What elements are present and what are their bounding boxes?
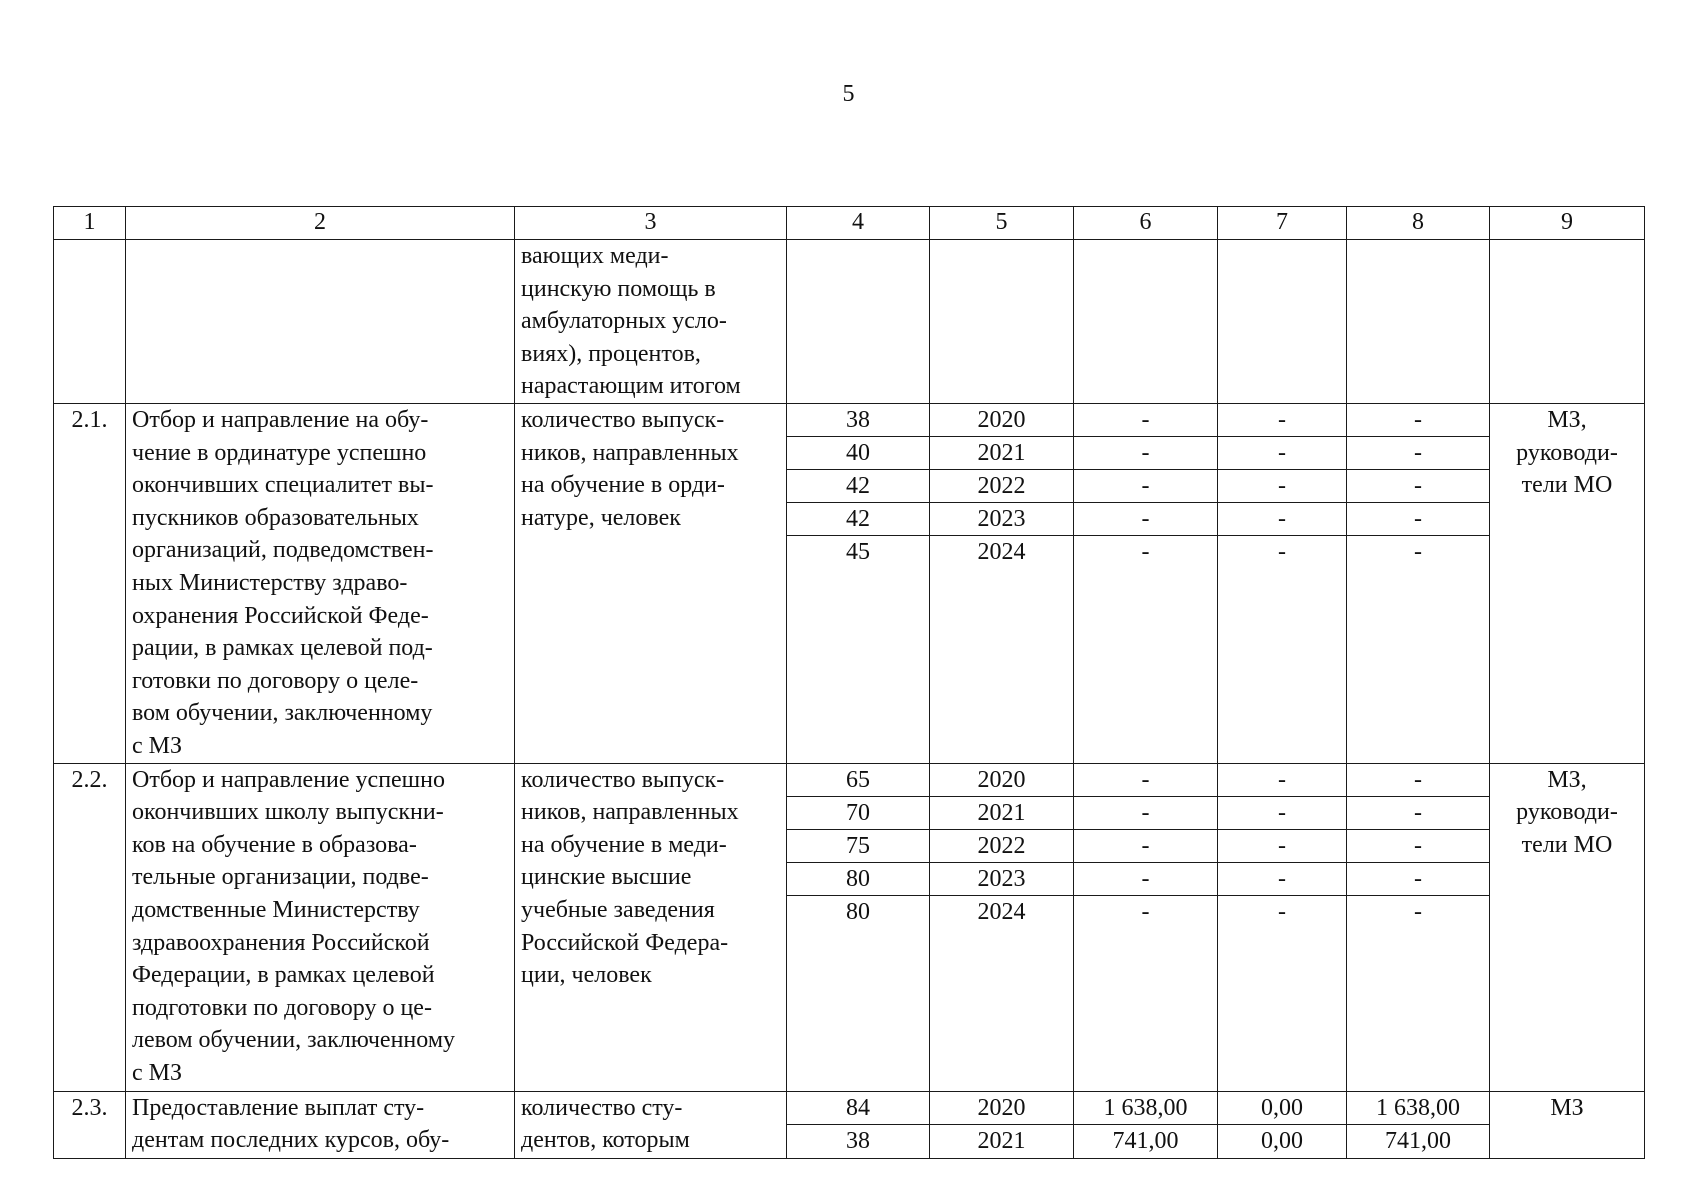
column-header: 4 — [787, 207, 930, 240]
measure-cell: Отбор и направление успешно окончивших школу выпускни- ков на обучение в образова- тельные организации, подве- домственные Министерству здравоохранения Российской Федерации, в рамках целевой подготовки по договору о це- левом обучении, заключенному с МЗ — [126, 763, 515, 1091]
column-header: 1 — [54, 207, 126, 240]
year-cell: 2020 2021 2022 2023 2024 — [930, 763, 1074, 1091]
indicator-cell: количество сту- дентов, которым — [515, 1091, 787, 1158]
row-number: 2.2. — [54, 763, 126, 1091]
responsible-cell: МЗ, руководи- тели МО — [1490, 763, 1645, 1091]
column-header: 2 — [126, 207, 515, 240]
measure-cell: Отбор и направление на обу- чение в ординатуре успешно окончивших специалитет вы- пускников образовательных организаций, подведомствен- ных Министерству здраво- охранения Российской Феде- рации, в рамках целевой под- готовки по договору о целе- вом обучении, заключенному с МЗ — [126, 404, 515, 764]
funding-cell: - - - - - — [1347, 763, 1490, 1091]
funding-cell: - - - - - — [1218, 404, 1347, 764]
target-value-cell: 38 40 42 42 45 — [787, 404, 930, 764]
column-header-row — [54, 207, 1645, 240]
funding-cell: 1 638,00 741,00 — [1074, 1091, 1218, 1158]
table-row — [54, 404, 1645, 764]
funding-cell: - - - - - — [1347, 404, 1490, 764]
target-value-cell: 65 70 75 80 80 — [787, 763, 930, 1091]
funding-cell: 0,00 0,00 — [1218, 1091, 1347, 1158]
column-header: 6 — [1074, 207, 1218, 240]
table-row — [54, 763, 1645, 1091]
responsible-cell: МЗ, руководи- тели МО — [1490, 404, 1645, 764]
row-number: 2.3. — [54, 1091, 126, 1158]
year-cell: 2020 2021 2022 2023 2024 — [930, 404, 1074, 764]
program-table — [53, 206, 1645, 1159]
column-header: 3 — [515, 207, 787, 240]
funding-cell: - - - - - — [1074, 763, 1218, 1091]
page-number: 5 — [842, 81, 855, 107]
funding-cell: 1 638,00 741,00 — [1347, 1091, 1490, 1158]
row-number: 2.1. — [54, 404, 126, 764]
continuation-row — [54, 240, 1645, 404]
indicator-cell: количество выпуск- ников, направленных на обучение в орди- натуре, человек — [515, 404, 787, 764]
responsible-cell: МЗ — [1490, 1091, 1645, 1158]
column-header: 5 — [930, 207, 1074, 240]
indicator-cell: вающих меди- цинскую помощь в амбулаторных усло- виях), процентов, нарастающим итогом — [515, 240, 787, 404]
table-row — [54, 1091, 1645, 1158]
funding-cell: - - - - - — [1074, 404, 1218, 764]
column-header: 7 — [1218, 207, 1347, 240]
indicator-cell: количество выпуск- ников, направленных на обучение в меди- цинские высшие учебные заведения Российской Федера- ции, человек — [515, 763, 787, 1091]
year-cell: 2020 2021 — [930, 1091, 1074, 1158]
target-value-cell: 84 38 — [787, 1091, 930, 1158]
column-header: 9 — [1490, 207, 1645, 240]
column-header: 8 — [1347, 207, 1490, 240]
funding-cell: - - - - - — [1218, 763, 1347, 1091]
measure-cell: Предоставление выплат сту- дентам последних курсов, обу- — [126, 1091, 515, 1158]
